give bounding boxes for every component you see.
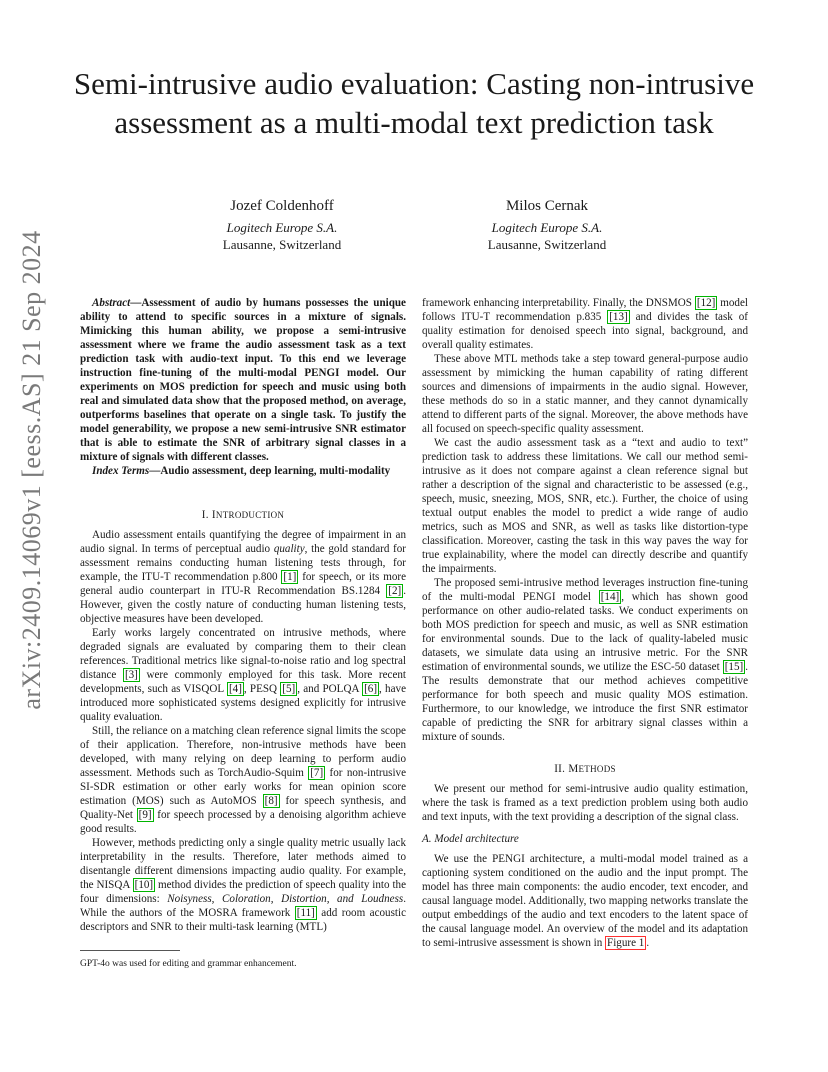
paper-title: Semi-intrusive audio evaluation: Casting non-intrusive assessment as a multi-modal text prediction task (73, 66, 755, 140)
author-1 (162, 198, 402, 253)
section-heading-introduction: I. INTRODUCTION (201, 509, 285, 521)
arxiv-id-text: arXiv:2409.14069v1 [eess.AS] 21 Sep 2024 (17, 230, 46, 710)
paragraph: The proposed semi-intrusive method leverages instruction fine-tuning of the multi-modal PENGI model [14] , which has shown good performance on other audio-related tasks. We conduct experiments on both MOS prediction for speech and music, as well as SNR estimation for environmental sounds. Due to the lack of quality-labeled music datasets, we simulate data using an intrusive metric. For the SNR estimation of environmental sounds, we utilize the ESC-50 dataset [15] . The results demonstrate that our method achieves competitive performance for both speech and music quality MOS estimation. Furthermore, to our knowledge, we introduce the first SNR estimator capable of predicting the SNR for arbitrary signal classes within a mixture of sounds. (422, 577, 748, 743)
author-2 (427, 198, 667, 253)
index-terms-text: —Audio assessment, deep learning, multi-modality (149, 465, 391, 477)
author-name: Milos Cernak (505, 198, 589, 214)
subsection-heading-model-architecture: A. Model architecture (422, 833, 519, 845)
paragraph: Early works largely concentrated on intrusive methods, where degraded signals are evaluated by comparing them to their clean references. Traditional metrics like signal-to-noise ratio and log spectral distance [3] were commonly employed for this task. More recent developments, such as VISQOL [4] , PESQ [5] , and POLQA [6] , have introduced more sophisticated systems designed explicitly for intrusive quality evaluation. (80, 627, 407, 723)
right-column (422, 296, 748, 950)
arxiv-identifier (12, 230, 52, 710)
abstract (80, 296, 406, 464)
paragraph: We present our method for semi-intrusive audio quality estimation, where the task is framed as a text prediction problem using both audio and text inputs, with the text providing a description of the signal class. (422, 783, 748, 823)
author-location: Lausanne, Switzerland (222, 237, 342, 252)
left-column (80, 296, 406, 934)
paragraph: framework enhancing interpretability. Finally, the DNSMOS [12] model follows ITU-T recommendation p.835 [13] and divides the task of quality estimation for denoised speech into signal, background, and overall quality estimates. (422, 297, 748, 351)
section-heading-methods: II. METHODS (554, 763, 616, 775)
index-terms (80, 464, 406, 478)
paragraph: Audio assessment entails quantifying the degree of impairment in an audio signal. In terms of perceptual audio quality, the gold standard for assessment remains conducting human listening tests through, for example, the ITU-T recommendation p.800 [1] for speech, or its more general audio counterpart in ITU-R Recommendation BS.1284 [2] . However, given the costly nature of conducting human listening tests, objective measures have been developed. (80, 529, 406, 625)
index-terms-label: Index Terms (92, 465, 150, 477)
author-name: Jozef Coldenhoff (230, 198, 334, 214)
author-affiliation: Logitech Europe S.A. (226, 220, 338, 235)
footnote: GPT-4o was used for editing and grammar enhancement. (80, 959, 297, 969)
paragraph: We cast the audio assessment task as a “text and audio to text” prediction task to address these limitations. We call our method semi-intrusive as it does not compare against a clean reference signal but rather a description of the signal and characteristic to be assessed (e.g., speech, music, sneezing, MOS, SNR, etc.). Further, the choice of using textual output enables the model to predict a wide range of audio metrics, such as MOS and SNR, as well as tasks like distortion-type classification. Moreover, casting the task in this way paves the way for true explainability, where the model can directly describe and quantify the impairments. (422, 437, 748, 575)
paragraph: These above MTL methods take a step toward general-purpose audio assessment by mimicking the human capability of rating different sources and dimensions of impairments in the audio signal. However, these methods do so in a static manner, and they cannot dynamically attend to different parts of the signal. Moreover, the above methods have all focused on speech-specific quality assessment. (422, 353, 748, 435)
abstract-label: Abstract (92, 297, 131, 309)
figure-link[interactable]: Figure 1 (607, 937, 645, 949)
paragraph: Still, the reliance on a matching clean reference signal limits the scope of their application. Therefore, non-intrusive methods have been developed, with many relying on deep learning to perform audio assessment. Methods such as TorchAudio-Squim [7] for non-intrusive SI-SDR estimation or other early works for mean opinion score estimation (MOS) such as AutoMOS [8] for speech synthesis, and Quality-Net [9] for speech processed by a denoising algorithm achieve good results. (80, 725, 407, 835)
paragraph: We use the PENGI architecture, a multi-modal model trained as a captioning system conditioned on the audio and the input prompt. The model has three main components: the audio encoder, text encoder, and causal language model. Additionally, two mapping networks translate the output embeddings of the audio and text encoders to the latent space of the causal language model. An overview of the model and its adaptation to semi-intrusive assessment is shown in Figure 1 . (422, 853, 748, 949)
author-location: Lausanne, Switzerland (487, 237, 607, 252)
footnote-rule (80, 950, 180, 951)
abstract-text: —Assessment of audio by humans possesses the unique ability to attend to specific sources in a mixture of signals. Mimicking this human ability, we propose a semi-intrusive assessment where we frame the audio assessment task as a text prediction task with audio-text input. To this end we leverage instruction fine-tuning of the multi-modal PENGI model. Our experiments on MOS prediction for speech and music using both real and simulated data show that the proposed method, on average, outperforms baselines that operate on a single task. To justify the model generability, we propose a new semi-intrusive SNR estimator that is able to estimate the SNR of arbitrary signal classes in a mixture of signals with different classes. (80, 297, 406, 463)
author-affiliation: Logitech Europe S.A. (491, 220, 603, 235)
paragraph: However, methods predicting only a single quality metric usually lack interpretability in the results. Therefore, later methods aimed to disentangle different dimensions impacting audio quality. For example, the NISQA [10] method divides the prediction of speech quality into the four dimensions: Noisyness, Coloration, Distortion, and Loudness. While the authors of the MOSRA framework [11] add room acoustic descriptors and SNR to their multi-task learning (MTL) (80, 837, 407, 933)
